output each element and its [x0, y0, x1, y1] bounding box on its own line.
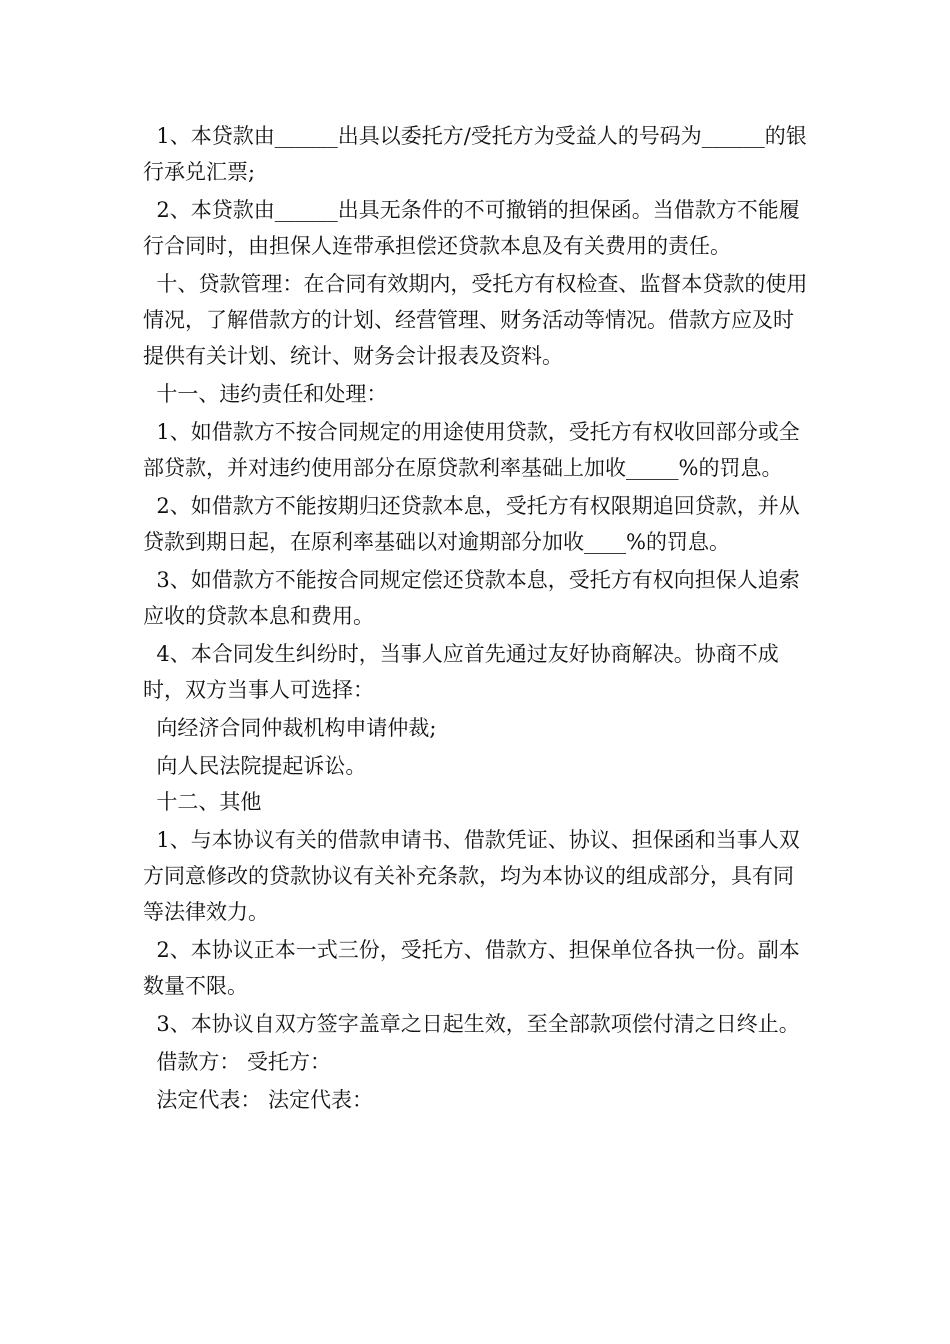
clause-9-1-acceptance-bill: 1、本贷款由______出具以委托方/受托方为受益人的号码为______的银行承兑汇票;: [143, 124, 807, 184]
signature-representatives-line: 法定代表： 法定代表：: [143, 1088, 374, 1112]
heading-12-other: 十二、其他: [143, 790, 262, 814]
option-litigation: 向人民法院提起诉讼。: [143, 754, 367, 778]
document-body: [143, 118, 808, 1118]
clause-12-1-integral-documents: 1、与本协议有关的借款申请书、借款凭证、协议、担保函和当事人双方同意修改的贷款协议有关补充条款，均为本协议的组成部分，具有同等法律效力。: [143, 828, 800, 924]
signature-parties-line: 借款方： 受托方：: [143, 1050, 332, 1074]
clause-11-1-misuse-penalty: 1、如借款方不按合同规定的用途使用贷款，受托方有权收回部分或全部贷款，并对违约使用部分在原贷款利率基础上加收_____%的罚息。: [143, 420, 800, 480]
option-arbitration: 向经济合同仲裁机构申请仲裁;: [143, 716, 437, 740]
clause-11-2-overdue-penalty: 2、如借款方不能按期归还贷款本息，受托方有权限期追回贷款，并从贷款到期日起，在原利率基础以对逾期部分加收____%的罚息。: [143, 494, 800, 554]
clause-9-2-guarantee-letter: 2、本贷款由______出具无条件的不可撤销的担保函。当借款方不能履行合同时，由担保人连带承担偿还贷款本息及有关费用的责任。: [143, 198, 800, 258]
heading-11-breach-liability: 十一、违约责任和处理：: [143, 382, 388, 406]
clause-11-3-guarantor-recourse: 3、如借款方不能按合同规定偿还贷款本息，受托方有权向担保人追索应收的贷款本息和费用。: [143, 568, 800, 628]
clause-12-2-copies: 2、本协议正本一式三份，受托方、借款方、担保单位各执一份。副本数量不限。: [143, 938, 800, 998]
clause-10-loan-management: 十、贷款管理：在合同有效期内，受托方有权检查、监督本贷款的使用情况，了解借款方的计划、经营管理、财务活动等情况。借款方应及时提供有关计划、统计、财务会计报表及资料。: [143, 272, 808, 368]
clause-12-3-effective-date: 3、本协议自双方签字盖章之日起生效，至全部款项偿付清之日终止。: [143, 1012, 800, 1036]
clause-11-4-dispute-resolution: 4、本合同发生纠纷时，当事人应首先通过友好协商解决。协商不成时，双方当事人可选择：: [143, 642, 779, 702]
